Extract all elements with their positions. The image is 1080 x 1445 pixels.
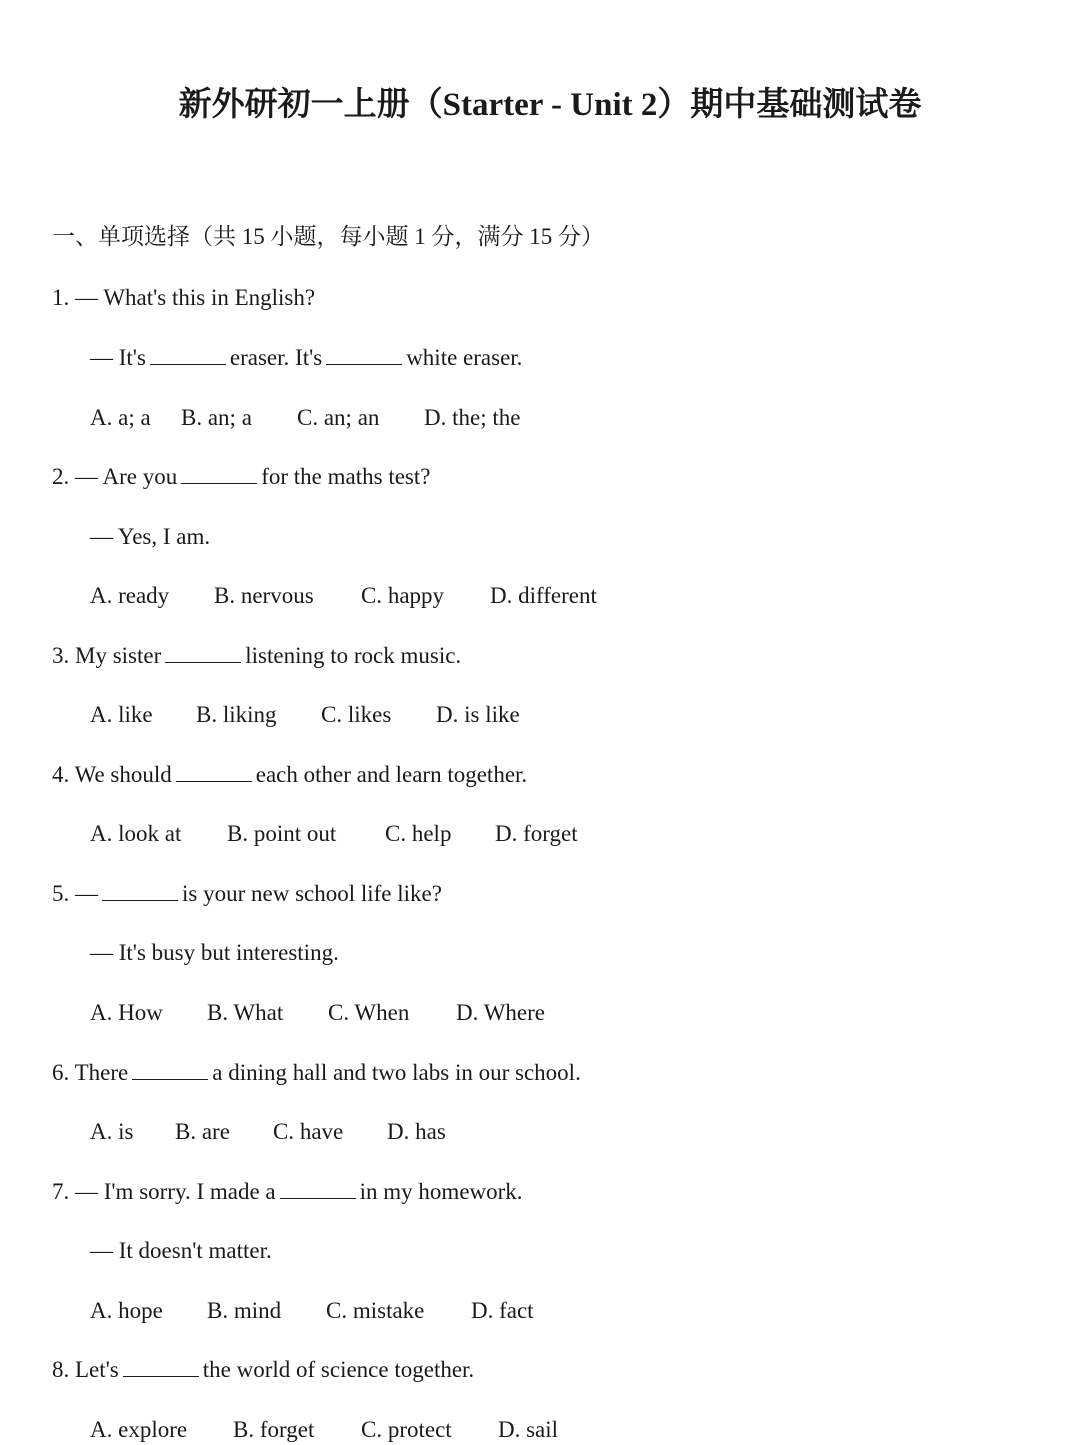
question-text: a dining hall and two labs in our school. xyxy=(212,1060,581,1085)
option-b[interactable]: B. mind xyxy=(207,1298,282,1323)
option-c[interactable]: C. help xyxy=(385,821,452,846)
question-text: for the maths test? xyxy=(261,464,431,489)
question-text: My sister xyxy=(75,643,162,668)
option-d[interactable]: D. sail xyxy=(498,1417,559,1442)
option-d[interactable]: D. different xyxy=(490,583,597,608)
answer-blank[interactable] xyxy=(102,880,178,901)
option-d[interactable]: D. is like xyxy=(436,702,520,727)
option-d[interactable]: D. fact xyxy=(471,1298,534,1323)
question-6-stem xyxy=(52,1058,581,1088)
question-text: is your new school life like? xyxy=(182,881,442,906)
question-text: We should xyxy=(74,762,172,787)
question-2-stem xyxy=(52,462,430,492)
option-b[interactable]: B. liking xyxy=(196,702,277,727)
question-text: — I'm sorry. I made a xyxy=(75,1179,276,1204)
option-b[interactable]: B. What xyxy=(207,1000,284,1025)
question-text: — xyxy=(75,881,98,906)
question-text: — What's this in English? xyxy=(75,285,316,310)
answer-blank[interactable] xyxy=(176,761,252,782)
question-text: in my homework. xyxy=(359,1179,523,1204)
question-number: 8. xyxy=(52,1357,70,1382)
question-number: 1. xyxy=(52,285,70,310)
option-c[interactable]: C. When xyxy=(328,1000,410,1025)
question-4-stem xyxy=(52,760,527,790)
question-2-reply: — Yes, I am. xyxy=(90,524,211,549)
answer-blank[interactable] xyxy=(150,344,226,365)
question-7-reply: — It doesn't matter. xyxy=(90,1238,272,1263)
reply-text: white eraser. xyxy=(406,345,523,370)
question-text: listening to rock music. xyxy=(245,643,462,668)
question-text: each other and learn together. xyxy=(255,762,528,787)
option-a[interactable]: A. ready xyxy=(90,583,170,608)
question-1-stem xyxy=(52,283,315,313)
option-c[interactable]: C. protect xyxy=(361,1417,452,1442)
answer-blank[interactable] xyxy=(123,1356,199,1377)
option-b[interactable]: B. are xyxy=(175,1119,230,1144)
option-c[interactable]: C. happy xyxy=(361,583,445,608)
question-number: 6. xyxy=(52,1060,70,1085)
option-b[interactable]: B. nervous xyxy=(214,583,314,608)
question-7-stem xyxy=(52,1177,523,1207)
page-title: 新外研初一上册（Starter - Unit 2）期中基础测试卷 xyxy=(178,87,922,123)
option-a[interactable]: A. a; a xyxy=(90,405,151,430)
question-8-stem xyxy=(52,1355,474,1385)
option-d[interactable]: D. the; the xyxy=(424,405,521,430)
option-a[interactable]: A. hope xyxy=(90,1298,163,1323)
question-number: 5. xyxy=(52,881,70,906)
option-a[interactable]: A. is xyxy=(90,1119,134,1144)
question-number: 7. xyxy=(52,1179,70,1204)
option-c[interactable]: C. mistake xyxy=(326,1298,425,1323)
answer-blank[interactable] xyxy=(326,344,402,365)
option-a[interactable]: A. look at xyxy=(90,821,182,846)
question-number: 3. xyxy=(52,643,70,668)
question-number: 2. xyxy=(52,464,70,489)
answer-blank[interactable] xyxy=(132,1059,208,1080)
answer-blank[interactable] xyxy=(280,1178,356,1199)
question-1-reply xyxy=(90,343,522,373)
question-number: 4. xyxy=(52,762,70,787)
option-b[interactable]: B. an; a xyxy=(181,405,252,430)
reply-text: eraser. It's xyxy=(229,345,323,370)
answer-blank[interactable] xyxy=(165,642,241,663)
reply-text: — It's xyxy=(90,345,146,370)
option-c[interactable]: C. have xyxy=(273,1119,344,1144)
answer-blank[interactable] xyxy=(181,463,257,484)
question-text: Let's xyxy=(75,1357,119,1382)
question-5-reply: — It's busy but interesting. xyxy=(90,940,339,965)
option-d[interactable]: D. Where xyxy=(456,1000,545,1025)
question-5-stem xyxy=(52,879,442,909)
question-text: — Are you xyxy=(75,464,178,489)
option-a[interactable]: A. like xyxy=(90,702,153,727)
option-a[interactable]: A. How xyxy=(90,1000,163,1025)
option-d[interactable]: D. forget xyxy=(495,821,578,846)
section-heading: 一、单项选择（共 15 小题，每小题 1 分，满分 15 分） xyxy=(52,224,604,249)
question-3-stem xyxy=(52,641,461,671)
option-b[interactable]: B. point out xyxy=(227,821,337,846)
option-b[interactable]: B. forget xyxy=(233,1417,315,1442)
question-text: the world of science together. xyxy=(202,1357,475,1382)
option-c[interactable]: C. an; an xyxy=(297,405,380,430)
question-text: There xyxy=(74,1060,129,1085)
option-d[interactable]: D. has xyxy=(387,1119,446,1144)
option-a[interactable]: A. explore xyxy=(90,1417,188,1442)
option-c[interactable]: C. likes xyxy=(321,702,392,727)
